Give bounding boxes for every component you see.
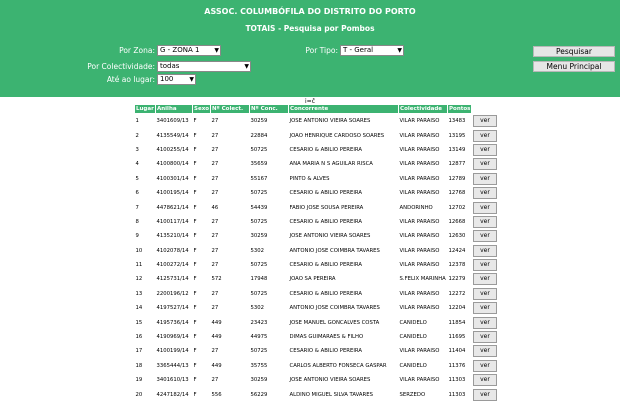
marker-text: i=č bbox=[305, 98, 315, 105]
cell-colectividade: S.FELIX MARINHA bbox=[399, 276, 446, 283]
cell-concorrente: CESARIO & ABILIO PEREIRA bbox=[289, 190, 362, 197]
cell-pontos: 13149 bbox=[448, 146, 466, 153]
cell-conc: 22884 bbox=[250, 132, 268, 139]
cell-colectividade: VILAR PARAISO bbox=[399, 247, 440, 254]
ver-button[interactable]: ver bbox=[473, 144, 497, 156]
cell-lugar: 6 bbox=[135, 190, 139, 197]
table-row bbox=[135, 330, 501, 344]
ver-button[interactable]: ver bbox=[473, 173, 497, 185]
cell-anilha: 3401609/13 bbox=[156, 118, 189, 125]
cell-anilha: 4247182/14 bbox=[156, 391, 189, 398]
tipo-label: Por Tipo: bbox=[305, 46, 338, 55]
cell-concorrente: JOSE MANUEL GONCALVES COSTA bbox=[289, 319, 380, 326]
cell-lugar: 5 bbox=[135, 175, 139, 182]
cell-concorrente: ANTONIO JOSE COIMBRA TAVARES bbox=[289, 305, 380, 312]
cell-colect: 27 bbox=[211, 247, 219, 254]
cell-pontos: 11303 bbox=[448, 377, 466, 384]
zona-select-value: G - ZONA 1 bbox=[160, 46, 200, 54]
ver-button[interactable]: ver bbox=[473, 130, 497, 142]
ver-button[interactable]: ver bbox=[473, 374, 497, 386]
chevron-down-icon: ▼ bbox=[244, 63, 249, 70]
cell-sexo: F bbox=[193, 377, 197, 384]
cell-colectividade: VILAR PARAISO bbox=[399, 348, 440, 355]
cell-concorrente: ANA MARIA N S AGUILAR RISCA bbox=[289, 161, 373, 168]
ver-button[interactable]: ver bbox=[473, 302, 497, 314]
cell-anilha: 4195736/14 bbox=[156, 319, 189, 326]
column-header: Colectividade bbox=[399, 105, 448, 114]
cell-lugar: 12 bbox=[135, 276, 143, 283]
cell-pontos: 12424 bbox=[448, 247, 466, 254]
cell-lugar: 1 bbox=[135, 118, 139, 125]
cell-concorrente: JOSE ANTONIO VIEIRA SOARES bbox=[289, 377, 371, 384]
table-row bbox=[135, 157, 501, 171]
cell-colectividade: VILAR PARAISO bbox=[399, 290, 440, 297]
cell-lugar: 11 bbox=[135, 262, 143, 269]
cell-conc: 30259 bbox=[250, 377, 268, 384]
cell-lugar: 10 bbox=[135, 247, 143, 254]
main-menu-button[interactable]: Menu Principal bbox=[533, 61, 615, 72]
cell-sexo: F bbox=[193, 305, 197, 312]
cell-conc: 50725 bbox=[250, 290, 268, 297]
cell-pontos: 12630 bbox=[448, 233, 466, 240]
cell-colect: 449 bbox=[211, 319, 222, 326]
cell-colectividade: VILAR PARAISO bbox=[399, 190, 440, 197]
column-header: Nº Colect. bbox=[211, 105, 250, 114]
cell-concorrente: JOAO SA PEREIRA bbox=[289, 276, 336, 283]
cell-colectividade: VILAR PARAISO bbox=[399, 233, 440, 240]
cell-action bbox=[472, 387, 501, 401]
cell-sexo: F bbox=[193, 146, 197, 153]
cell-colect: 27 bbox=[211, 118, 219, 125]
cell-anilha: 3365444/13 bbox=[156, 362, 189, 369]
cell-conc: 50725 bbox=[250, 146, 268, 153]
chevron-down-icon: ▼ bbox=[397, 47, 402, 54]
cell-action bbox=[472, 244, 501, 258]
cell-pontos: 11854 bbox=[448, 319, 466, 326]
cell-pontos: 12768 bbox=[448, 190, 466, 197]
cell-lugar: 14 bbox=[135, 305, 143, 312]
cell-colectividade: VILAR PARAISO bbox=[399, 377, 440, 384]
cell-concorrente: CARLOS ALBERTO FONSECA GASPAR bbox=[289, 362, 387, 369]
cell-colect: 572 bbox=[211, 276, 222, 283]
cell-action bbox=[472, 143, 501, 157]
zona-label: Por Zona: bbox=[119, 46, 155, 55]
cell-anilha: 3401610/13 bbox=[156, 377, 189, 384]
cell-action bbox=[472, 172, 501, 186]
results-table bbox=[134, 104, 501, 402]
cell-colectividade: VILAR PARAISO bbox=[399, 175, 440, 182]
page-subtitle: TOTAIS - Pesquisa por Pombos bbox=[245, 24, 375, 33]
cell-anilha: 4100800/14 bbox=[156, 161, 189, 168]
column-header: Nº Conc. bbox=[250, 105, 289, 114]
cell-action bbox=[472, 359, 501, 373]
cell-sexo: F bbox=[193, 334, 197, 341]
cell-action bbox=[472, 215, 501, 229]
cell-sexo: F bbox=[193, 362, 197, 369]
column-header: Pontos bbox=[449, 106, 471, 112]
cell-concorrente: CESARIO & ABILIO PEREIRA bbox=[289, 348, 362, 355]
table-row bbox=[135, 172, 501, 186]
cell-colect: 27 bbox=[211, 132, 219, 139]
cell-colect: 27 bbox=[211, 290, 219, 297]
cell-action bbox=[472, 301, 501, 315]
ver-button[interactable]: ver bbox=[473, 317, 497, 329]
cell-pontos: 12789 bbox=[448, 175, 466, 182]
cell-colect: 27 bbox=[211, 146, 219, 153]
chevron-down-icon: ▼ bbox=[189, 76, 194, 83]
cell-conc: 50725 bbox=[250, 190, 268, 197]
cell-colect: 449 bbox=[211, 334, 222, 341]
cell-pontos: 13483 bbox=[448, 118, 466, 125]
column-header: Sexo bbox=[194, 106, 210, 112]
chevron-down-icon: ▼ bbox=[214, 47, 219, 54]
cell-colectividade: VILAR PARAISO bbox=[399, 161, 440, 168]
ver-button[interactable]: ver bbox=[473, 216, 497, 228]
cell-anilha: 4197527/14 bbox=[156, 305, 189, 312]
column-header: Lugar bbox=[136, 106, 154, 112]
cell-pontos: 12279 bbox=[448, 276, 466, 283]
cell-anilha: 4100195/14 bbox=[156, 190, 189, 197]
cell-concorrente: JOSE ANTONIO VIEIRA SOARES bbox=[289, 118, 371, 125]
header bbox=[0, 0, 620, 97]
cell-concorrente: DIMAS GUIMARAES & FILHO bbox=[289, 334, 364, 341]
cell-action bbox=[472, 200, 501, 214]
lugar-select-value: 100 bbox=[160, 75, 174, 83]
cell-lugar: 4 bbox=[135, 161, 139, 168]
cell-colect: 27 bbox=[211, 175, 219, 182]
table-row bbox=[135, 373, 501, 387]
lugar-label: Até ao lugar: bbox=[106, 75, 155, 84]
table-row bbox=[135, 301, 501, 315]
cell-action bbox=[472, 373, 501, 387]
cell-conc: 56229 bbox=[250, 391, 268, 398]
table-row bbox=[135, 272, 501, 286]
tipo-select[interactable] bbox=[340, 45, 404, 56]
cell-conc: 50725 bbox=[250, 218, 268, 225]
cell-colect: 27 bbox=[211, 262, 219, 269]
cell-action bbox=[472, 128, 501, 142]
cell-pontos: 12378 bbox=[448, 262, 466, 269]
cell-sexo: F bbox=[193, 348, 197, 355]
cell-pontos: 12877 bbox=[448, 161, 466, 168]
cell-sexo: F bbox=[193, 132, 197, 139]
cell-colect: 27 bbox=[211, 190, 219, 197]
cell-conc: 30259 bbox=[250, 233, 268, 240]
cell-colect: 27 bbox=[211, 377, 219, 384]
cell-anilha: 4102078/14 bbox=[156, 247, 189, 254]
table-row bbox=[135, 215, 501, 229]
cell-colectividade: CANIDELO bbox=[399, 319, 427, 326]
cell-action bbox=[472, 186, 501, 200]
cell-action bbox=[472, 315, 501, 329]
table-row bbox=[135, 128, 501, 142]
cell-conc: 23423 bbox=[250, 319, 268, 326]
cell-colectividade: VILAR PARAISO bbox=[399, 118, 440, 125]
cell-action bbox=[472, 287, 501, 301]
ver-button[interactable]: ver bbox=[473, 331, 497, 343]
cell-conc: 5302 bbox=[250, 247, 265, 254]
colectividade-select-value: todas bbox=[160, 62, 180, 70]
cell-sexo: F bbox=[193, 290, 197, 297]
cell-pontos: 11695 bbox=[448, 334, 466, 341]
ver-button[interactable]: ver bbox=[473, 230, 497, 242]
cell-pontos: 12702 bbox=[448, 204, 466, 211]
cell-sexo: F bbox=[193, 391, 197, 398]
cell-lugar: 15 bbox=[135, 319, 143, 326]
tipo-select-value: T - Geral bbox=[343, 46, 374, 54]
cell-colectividade: CANIDELO bbox=[399, 362, 427, 369]
zona-select[interactable] bbox=[157, 45, 221, 56]
ver-button[interactable]: ver bbox=[473, 345, 497, 357]
cell-lugar: 7 bbox=[135, 204, 139, 211]
cell-lugar: 16 bbox=[135, 334, 143, 341]
cell-anilha: 4100272/14 bbox=[156, 262, 189, 269]
cell-pontos: 13195 bbox=[448, 132, 466, 139]
table-row bbox=[135, 229, 501, 243]
table-row bbox=[135, 258, 501, 272]
cell-sexo: F bbox=[193, 161, 197, 168]
cell-pontos: 11404 bbox=[448, 348, 466, 355]
cell-lugar: 9 bbox=[135, 233, 139, 240]
table-row bbox=[135, 287, 501, 301]
cell-colectividade: SERZEDO bbox=[399, 391, 426, 398]
column-header-action bbox=[472, 105, 501, 114]
table-row bbox=[135, 387, 501, 401]
cell-anilha: 4100199/14 bbox=[156, 348, 189, 355]
cell-sexo: F bbox=[193, 262, 197, 269]
cell-action bbox=[472, 229, 501, 243]
ver-button[interactable]: ver bbox=[473, 187, 497, 199]
table-row bbox=[135, 143, 501, 157]
cell-action bbox=[472, 258, 501, 272]
cell-conc: 44975 bbox=[250, 334, 268, 341]
cell-concorrente: ANTONIO JOSE COIMBRA TAVARES bbox=[289, 247, 380, 254]
cell-lugar: 20 bbox=[135, 391, 143, 398]
cell-pontos: 11303 bbox=[448, 391, 466, 398]
cell-colectividade: VILAR PARAISO bbox=[399, 146, 440, 153]
cell-conc: 17948 bbox=[250, 276, 268, 283]
ver-button[interactable]: ver bbox=[473, 360, 497, 372]
cell-concorrente: ALDINO MIGUEL SILVA TAVARES bbox=[289, 391, 373, 398]
cell-anilha: 4135210/14 bbox=[156, 233, 189, 240]
cell-sexo: F bbox=[193, 190, 197, 197]
cell-sexo: F bbox=[193, 247, 197, 254]
column-header: Anilha bbox=[156, 105, 193, 114]
cell-concorrente: CESARIO & ABILIO PEREIRA bbox=[289, 290, 362, 297]
cell-action bbox=[472, 157, 501, 171]
ver-button[interactable]: ver bbox=[473, 273, 497, 285]
cell-lugar: 2 bbox=[135, 132, 139, 139]
ver-button[interactable]: ver bbox=[473, 245, 497, 257]
page-title: ASSOC. COLUMBÓFILA DO DISTRITO DO PORTO bbox=[204, 7, 416, 16]
cell-pontos: 12272 bbox=[448, 290, 466, 297]
cell-concorrente: CESARIO & ABILIO PEREIRA bbox=[289, 146, 362, 153]
cell-conc: 35659 bbox=[250, 161, 268, 168]
cell-concorrente: PINTO & ALVES bbox=[289, 175, 330, 182]
table-row bbox=[135, 315, 501, 329]
column-header: Concorrente bbox=[289, 105, 399, 114]
cell-anilha: 4190969/14 bbox=[156, 334, 189, 341]
cell-colectividade: VILAR PARAISO bbox=[399, 132, 440, 139]
cell-concorrente: CESARIO & ABILIO PEREIRA bbox=[289, 262, 362, 269]
cell-conc: 35755 bbox=[250, 362, 268, 369]
cell-colectividade: VILAR PARAISO bbox=[399, 305, 440, 312]
table-row bbox=[135, 186, 501, 200]
cell-colect: 449 bbox=[211, 362, 222, 369]
cell-colectividade: ANDORINHO bbox=[399, 204, 433, 211]
cell-pontos: 11376 bbox=[448, 362, 466, 369]
ver-button[interactable]: ver bbox=[473, 158, 497, 170]
cell-concorrente: JOSE ANTONIO VIEIRA SOARES bbox=[289, 233, 371, 240]
cell-pontos: 12668 bbox=[448, 218, 466, 225]
cell-colect: 27 bbox=[211, 161, 219, 168]
cell-lugar: 13 bbox=[135, 290, 143, 297]
cell-anilha: 4100117/14 bbox=[156, 218, 189, 225]
table-header-row bbox=[135, 105, 501, 114]
cell-lugar: 18 bbox=[135, 362, 143, 369]
ver-button[interactable]: ver bbox=[473, 259, 497, 271]
cell-action bbox=[472, 344, 501, 358]
cell-colect: 556 bbox=[211, 391, 222, 398]
cell-colect: 27 bbox=[211, 218, 219, 225]
cell-colect: 27 bbox=[211, 233, 219, 240]
cell-anilha: 4125731/14 bbox=[156, 276, 189, 283]
cell-conc: 50725 bbox=[250, 262, 268, 269]
cell-lugar: 8 bbox=[135, 218, 139, 225]
cell-colect: 27 bbox=[211, 348, 219, 355]
table-row bbox=[135, 244, 501, 258]
search-button[interactable]: Pesquisar bbox=[533, 46, 615, 57]
cell-concorrente: JOAO HENRIQUE CARDOSO SOARES bbox=[289, 132, 385, 139]
cell-colect: 46 bbox=[211, 204, 219, 211]
table-row bbox=[135, 200, 501, 214]
colectividade-label: Por Colectividade: bbox=[87, 62, 155, 71]
lugar-select[interactable] bbox=[157, 74, 196, 85]
cell-lugar: 17 bbox=[135, 348, 143, 355]
cell-conc: 50725 bbox=[250, 348, 268, 355]
cell-action bbox=[472, 330, 501, 344]
cell-conc: 5302 bbox=[250, 305, 265, 312]
ver-button[interactable]: ver bbox=[473, 288, 497, 300]
ver-button[interactable]: ver bbox=[473, 202, 497, 214]
cell-anilha: 4100301/14 bbox=[156, 175, 189, 182]
cell-anilha: 4100255/14 bbox=[156, 146, 189, 153]
cell-conc: 54439 bbox=[250, 204, 268, 211]
cell-conc: 55167 bbox=[250, 175, 268, 182]
ver-button[interactable]: ver bbox=[473, 389, 497, 401]
cell-anilha: 2200196/12 bbox=[156, 290, 189, 297]
cell-colectividade: VILAR PARAISO bbox=[399, 262, 440, 269]
cell-action bbox=[472, 114, 501, 129]
cell-colect: 27 bbox=[211, 305, 219, 312]
cell-anilha: 4135549/14 bbox=[156, 132, 189, 139]
table-row bbox=[135, 359, 501, 373]
table-row bbox=[135, 344, 501, 358]
cell-conc: 30259 bbox=[250, 118, 268, 125]
cell-sexo: F bbox=[193, 319, 197, 326]
cell-colectividade: CANIDELO bbox=[399, 334, 427, 341]
cell-pontos: 12204 bbox=[448, 305, 466, 312]
cell-sexo: F bbox=[193, 118, 197, 125]
cell-sexo: F bbox=[193, 276, 197, 283]
cell-sexo: F bbox=[193, 233, 197, 240]
cell-action bbox=[472, 272, 501, 286]
cell-concorrente: FABIO JOSE SOUSA PEREIRA bbox=[289, 204, 364, 211]
colectividade-select[interactable] bbox=[157, 61, 251, 72]
cell-lugar: 19 bbox=[135, 377, 143, 384]
cell-sexo: F bbox=[193, 218, 197, 225]
cell-sexo: F bbox=[193, 204, 197, 211]
ver-button[interactable]: ver bbox=[473, 115, 497, 127]
cell-anilha: 4478621/14 bbox=[156, 204, 189, 211]
table-row bbox=[135, 114, 501, 129]
cell-sexo: F bbox=[193, 175, 197, 182]
cell-lugar: 3 bbox=[135, 146, 139, 153]
cell-colectividade: VILAR PARAISO bbox=[399, 218, 440, 225]
cell-concorrente: CESARIO & ABILIO PEREIRA bbox=[289, 218, 362, 225]
